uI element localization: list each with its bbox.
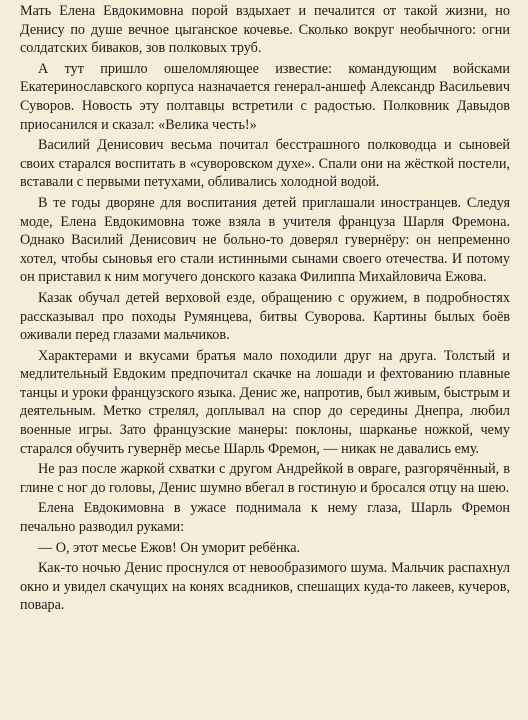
paragraph-10: Как-то ночью Денис проснулся от невообразимого шума. Мальчик распахнул окно и увидел скачущих на конях всадников, спешащих куда-то лакеев, кучеров, повара. <box>20 560 510 614</box>
paragraph-6: Характерами и вкусами братья мало походили друг на друга. Толстый и медлительный Евдоким предпочитал скачке на лошади и фехтованию плавные танцы и уроки французского языка. Денис же, напротив, был живым, быстрым и деятельным. Метко стрелял, доплывал на спор до середины Днепра, любил военные игры. Зато французские манеры: поклоны, шарканье ножкой, чему старался обучить гувернёр месье Шарль Фремон, — никак не давались ему. <box>20 347 510 457</box>
paragraph-4: В те годы дворяне для воспитания детей приглашали иностранцев. Следуя моде, Елена Евдокимовна тоже взяла в учителя француза Шарля Фремона. Однако Василий Денисович не больно-то доверял гувернёру: он непременно хотел, чтобы сыновья его стали истинными сынами своего отечества. И потому он приставил к ним могучего донского казака Филиппа Михайловича Ежова. <box>20 194 510 286</box>
paragraph-1: Мать Елена Евдокимовна порой вздыхает и печалится от такой жизни, но Денису по душе вечное цыганское кочевье. Сколько вокруг необычного: огни солдатских биваков, зов полковых труб. <box>20 3 510 57</box>
paragraph-3: Василий Денисович весьма почитал бесстрашного полководца и сыновей своих старался воспитать в «суворовском духе». Спали они на жёсткой постели, вставали с первыми петухами, обливались холодной водой. <box>20 137 510 191</box>
paragraph-9: — О, этот месье Ежов! Он уморит ребёнка. <box>38 539 301 556</box>
paragraph-5: Казак обучал детей верховой езде, обращению с оружием, в подробностях рассказывал про походы Румянцева, битвы Суворова. Картины былых боёв оживали перед глазами мальчиков. <box>20 289 510 344</box>
paragraph-2: А тут пришло ошеломляющее известие: командующим войсками Екатеринославского корпуса назначается генерал-аншеф Александр Васильевич Суворов. Новость эту полтавцы встретили с радостью. Полковник Давыдов приосанился и сказал: «Велика честь!» <box>20 60 510 133</box>
paragraph-8: Елена Евдокимовна в ужасе поднимала к нему глаза, Шарль Фремон печально разводил руками: <box>20 500 510 536</box>
paragraph-7: Не раз после жаркой схватки с другом Андрейкой в овраге, разгорячённый, в глине с ног до головы, Денис шумно вбегал в гостиную и бросался отцу на шею. <box>20 461 510 496</box>
